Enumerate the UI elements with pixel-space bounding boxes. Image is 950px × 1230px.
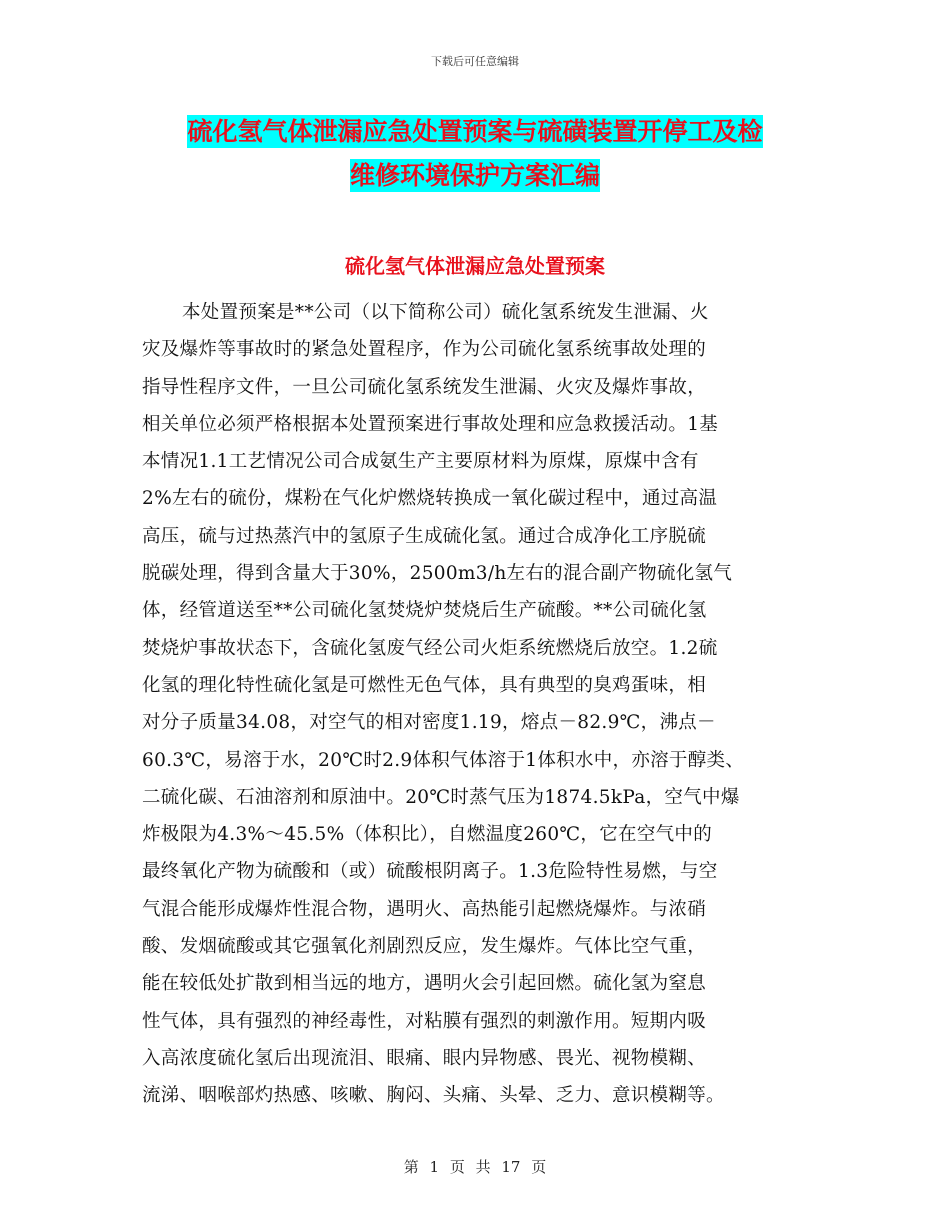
document-title [0, 110, 950, 198]
body-line: 相关单位必须严格根据本处置预案进行事故处理和应急救援活动。1基 [142, 413, 719, 435]
body-line: 流涕、咽喉部灼热感、咳嗽、胸闷、头痛、头晕、乏力、意识模糊等。 [142, 1085, 725, 1107]
body-line: 本处置预案是**公司（以下简称公司）硫化氢系统发生泄漏、火 [182, 302, 709, 323]
body-line: 60.3℃，易溶于水，20℃时2.9体积气体溶于1体积水中，亦溶于醇类、 [142, 749, 745, 771]
body-paragraph [142, 294, 822, 1115]
body-line: 焚烧炉事故状态下，含硫化氢废气经公司火炬系统燃烧后放空。1.2硫 [142, 637, 718, 659]
body-line: 气混合能形成爆炸性混合物，遇明火、高热能引起燃烧爆炸。与浓硝 [142, 898, 707, 920]
body-line: 最终氧化产物为硫酸和（或）硫酸根阴离子。1.3危险特性易燃，与空 [142, 861, 718, 883]
title-highlight-1: 硫化氢气体泄漏应急处置预案与硫磺装置开停工及检 [187, 117, 763, 146]
section-title: 硫化氢气体泄漏应急处置预案 [345, 254, 605, 278]
body-line: 入高浓度硫化氢后出现流泪、眼痛、眼内异物感、畏光、视物模糊、 [142, 1047, 707, 1069]
body-line: 指导性程序文件，一旦公司硫化氢系统发生泄漏、火灾及爆炸事故， [142, 376, 707, 398]
page-footer: 第 1 页 共 17 页 [403, 1158, 547, 1176]
body-line: 本情况1.1工艺情况公司合成氨生产主要原材料为原煤，原煤中含有 [142, 451, 699, 473]
title-highlight-2: 维修环境保护方案汇编 [349, 161, 600, 190]
body-line: 脱碳处理，得到含量大于30%，2500m3/h左右的混合副产物硫化氢气 [142, 563, 733, 585]
body-line: 对分子质量34.08，对空气的相对密度1.19，熔点－82.9℃，沸点－ [142, 712, 716, 734]
document-title-line-1 [0, 110, 950, 154]
body-line: 性气体，具有强烈的神经毒性，对粘膜有强烈的刺激作用。短期内吸 [142, 1010, 707, 1032]
body-line: 能在较低处扩散到相当远的地方，遇明火会引起回燃。硫化氢为窒息 [142, 973, 707, 995]
body-line: 灾及爆炸等事故时的紧急处置程序，作为公司硫化氢系统事故处理的 [142, 339, 707, 361]
body-line: 二硫化碳、石油溶剂和原油中。20℃时蒸气压为1874.5kPa，空气中爆 [142, 786, 740, 808]
page-header-note: 下载后可任意编辑 [431, 55, 519, 68]
body-line: 体，经管道送至**公司硫化氢焚烧炉焚烧后生产硫酸。**公司硫化氢 [142, 600, 707, 622]
body-line: 炸极限为4.3%～45.5%（体积比），自燃温度260℃，它在空气中的 [142, 824, 713, 846]
body-line: 酸、发烟硫酸或其它强氧化剂剧烈反应，发生爆炸。气体比空气重， [142, 936, 707, 958]
body-line: 高压，硫与过热蒸汽中的氢原子生成硫化氢。通过合成净化工序脱硫 [142, 525, 707, 547]
document-title-line-2 [0, 154, 950, 198]
body-line: 2%左右的硫份，煤粉在气化炉燃烧转换成一氧化碳过程中，通过高温 [142, 488, 718, 510]
body-line: 化氢的理化特性硫化氢是可燃性无色气体，具有典型的臭鸡蛋味，相 [142, 674, 707, 696]
